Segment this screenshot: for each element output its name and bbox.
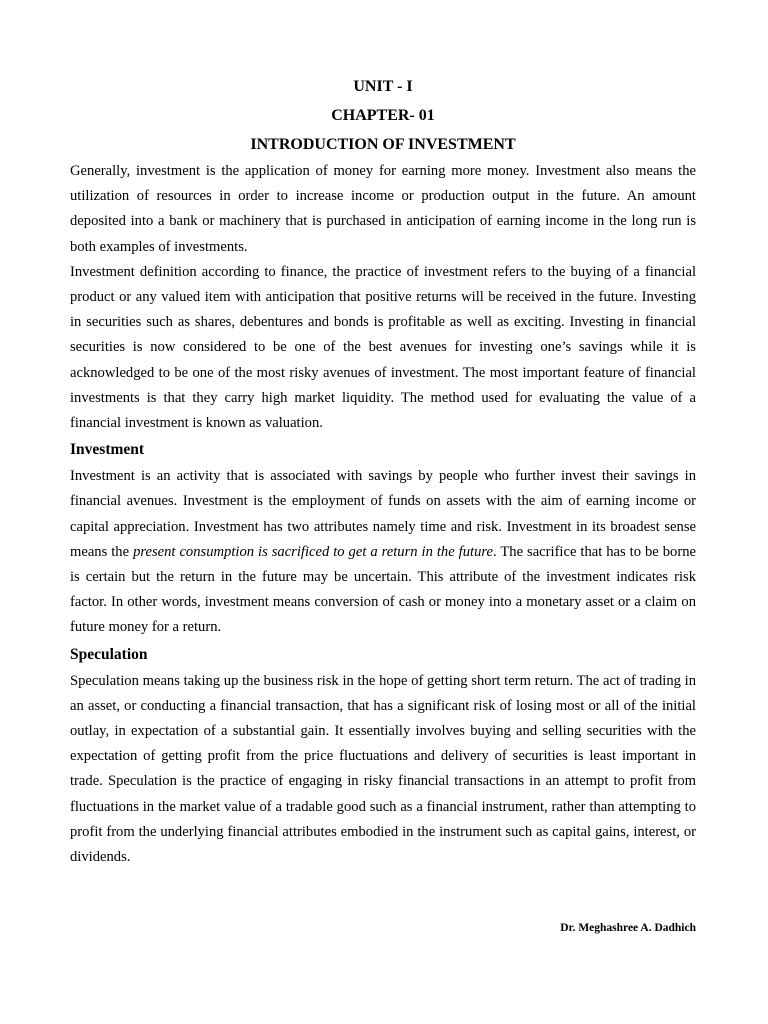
- intro-paragraph-2: Investment definition according to finance, the practice of investment refers to the buying of a financial product or any valued item with anticipation that positive returns will be received in the future. Investing in securities such as shares, debentures and bonds is profitable as well as exciting. Investing in financial securities is now considered to be one of the best avenues for investing one’s savings while it is acknowledged to be one of the most risky avenues of investment. The most important feature of financial investments is that they carry high market liquidity. The method used for evaluating the value of a financial investment is known as valuation.: [70, 263, 696, 432]
- chapter-title: INTRODUCTION OF INVESTMENT: [250, 136, 516, 153]
- investment-section-title: Investment: [70, 441, 145, 459]
- speculation-section-title: Speculation: [70, 645, 148, 663]
- chapter-heading: CHAPTER- 01: [331, 107, 435, 124]
- investment-text-before: Investment is an activity that is associated with savings by people who further invest their savings in financial avenues. Investment is the employment of funds on assets with the aim of earning income or capital appreciation. Investment has two attributes namely time and risk. Investment in its broadest sense means the: [70, 468, 696, 560]
- investment-text-italic: present consumption is sacrificed to get a return in the future: [133, 543, 493, 560]
- intro-paragraph-1: Generally, investment is the application of money for earning more money. Investment also means the utilization of resources in order to increase income or production output in the future. An amount deposited into a bank or machinery that is purchased in anticipation of earning income in the long run is both examples of investments.: [70, 163, 696, 255]
- speculation-paragraph: Speculation means taking up the business risk in the hope of getting short term return. The act of trading in an asset, or conducting a financial transaction, that has a significant risk of losing most or all of the initial outlay, in expectation of a substantial gain. It essentially involves buying and selling securities with the expectation of getting profit from the price fluctuations and delivery of securities is least important in trade. Speculation is the practice of engaging in risky financial transactions in an attempt to profit from fluctuations in the market value of a tradable good such as a financial instrument, rather than attempting to profit from the underlying financial attributes embodied in the instrument such as capital gains, interest, or dividends.: [70, 672, 696, 866]
- document-page: [70, 72, 696, 870]
- unit-heading: UNIT - I: [353, 78, 413, 95]
- investment-text-after: . The sacrifice that has to be borne is certain but the return in the future may be uncertain. This attribute of the investment indicates risk factor. In other words, investment means conversion of cash or money into a monetary asset or a claim on future money for a return.: [70, 543, 696, 636]
- author-signature: Dr. Meghashree A. Dadhich: [560, 922, 696, 934]
- investment-paragraph: [70, 464, 696, 640]
